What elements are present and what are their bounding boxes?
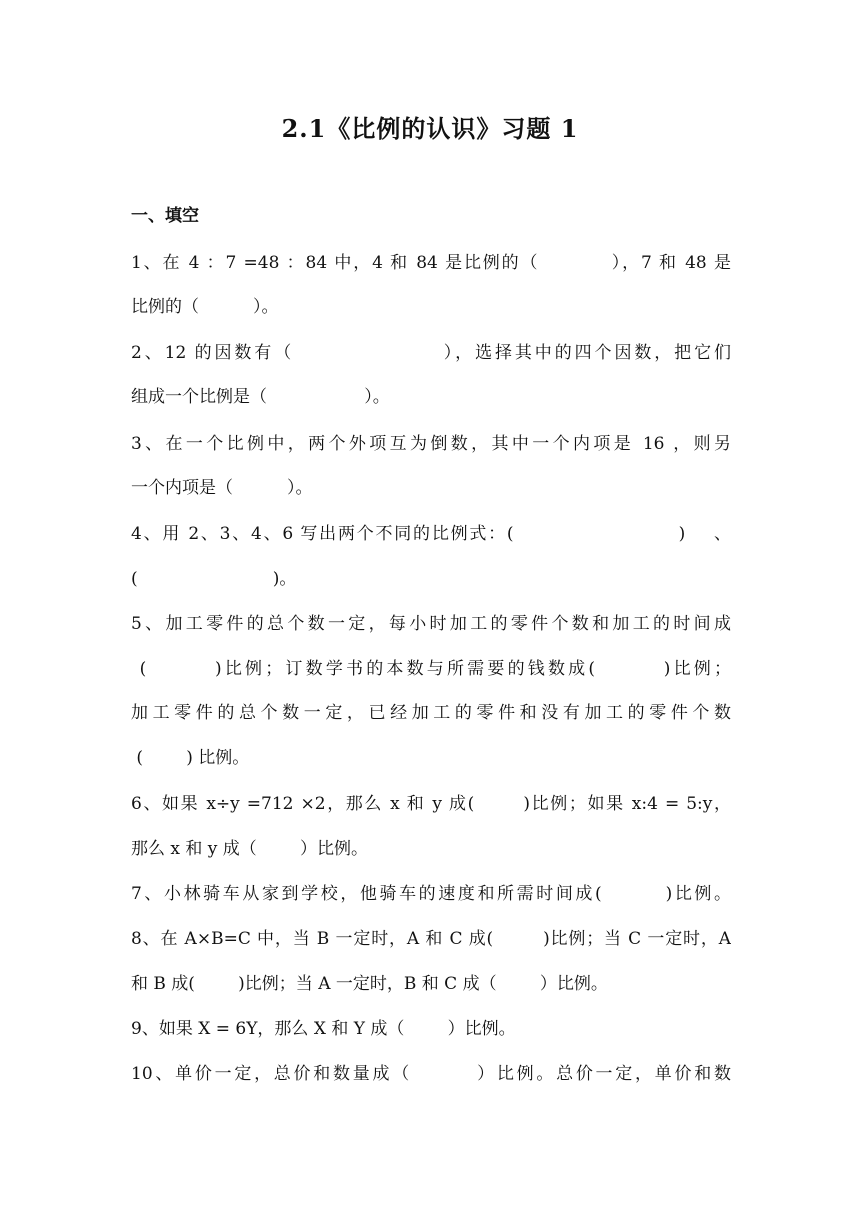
question-line: 和 B 成( )比例；当 A 一定时，B 和 C 成（ ）比例。: [131, 974, 608, 994]
question-line: 5、加工零件的总个数一定，每小时加工的零件个数和加工的时间成: [131, 614, 731, 634]
question-line: 10、单价一定，总价和数量成（ ）比例。总价一定，单价和数: [131, 1064, 731, 1084]
question-line: 那么 x 和 y 成（ ）比例。: [131, 839, 369, 859]
document-title: 2.1《比例的认识》习题 1: [281, 114, 579, 143]
question-line: 8、在 A×B=C 中，当 B 一定时，A 和 C 成( )比例；当 C 一定时，A: [131, 929, 731, 949]
question-line: 2、12 的因数有（ ），选择其中的四个因数，把它们: [131, 343, 731, 363]
question-line: 1、在 4 ：7 =48 ：84 中，4 和 84 是比例的（ ），7 和 48 是: [131, 253, 731, 273]
question-line: 加工零件的总个数一定，已经加工的零件和没有加工的零件个数: [131, 703, 731, 723]
question-line: ( )。: [131, 569, 297, 589]
question-line: 6、如果 x÷y =712 ×2，那么 x 和 y 成( )比例；如果 x:4 = 5:y，: [131, 794, 731, 814]
question-line: 一个内项是（ ）。: [131, 478, 313, 498]
question-line: 4、用 2、3、4、6 写出两个不同的比例式：( ) 、: [131, 524, 731, 544]
question-line: 比例的（ ）。: [131, 297, 279, 317]
question-line: 7、小林骑车从家到学校，他骑车的速度和所需时间成( )比例。: [131, 884, 731, 904]
question-line: ( ) 比例。: [131, 748, 250, 768]
question-line: 组成一个比例是（ ）。: [131, 387, 390, 407]
question-line: 3、在一个比例中，两个外项互为倒数，其中一个内项是 16 ，则另: [131, 434, 731, 454]
section-heading-fill-blanks: 一、填空: [131, 206, 199, 226]
question-line: ( )比例；订数学书的本数与所需要的钱数成( )比例；: [131, 659, 731, 679]
question-line: 9、如果 X = 6Y，那么 X 和 Y 成（ ）比例。: [131, 1019, 516, 1039]
